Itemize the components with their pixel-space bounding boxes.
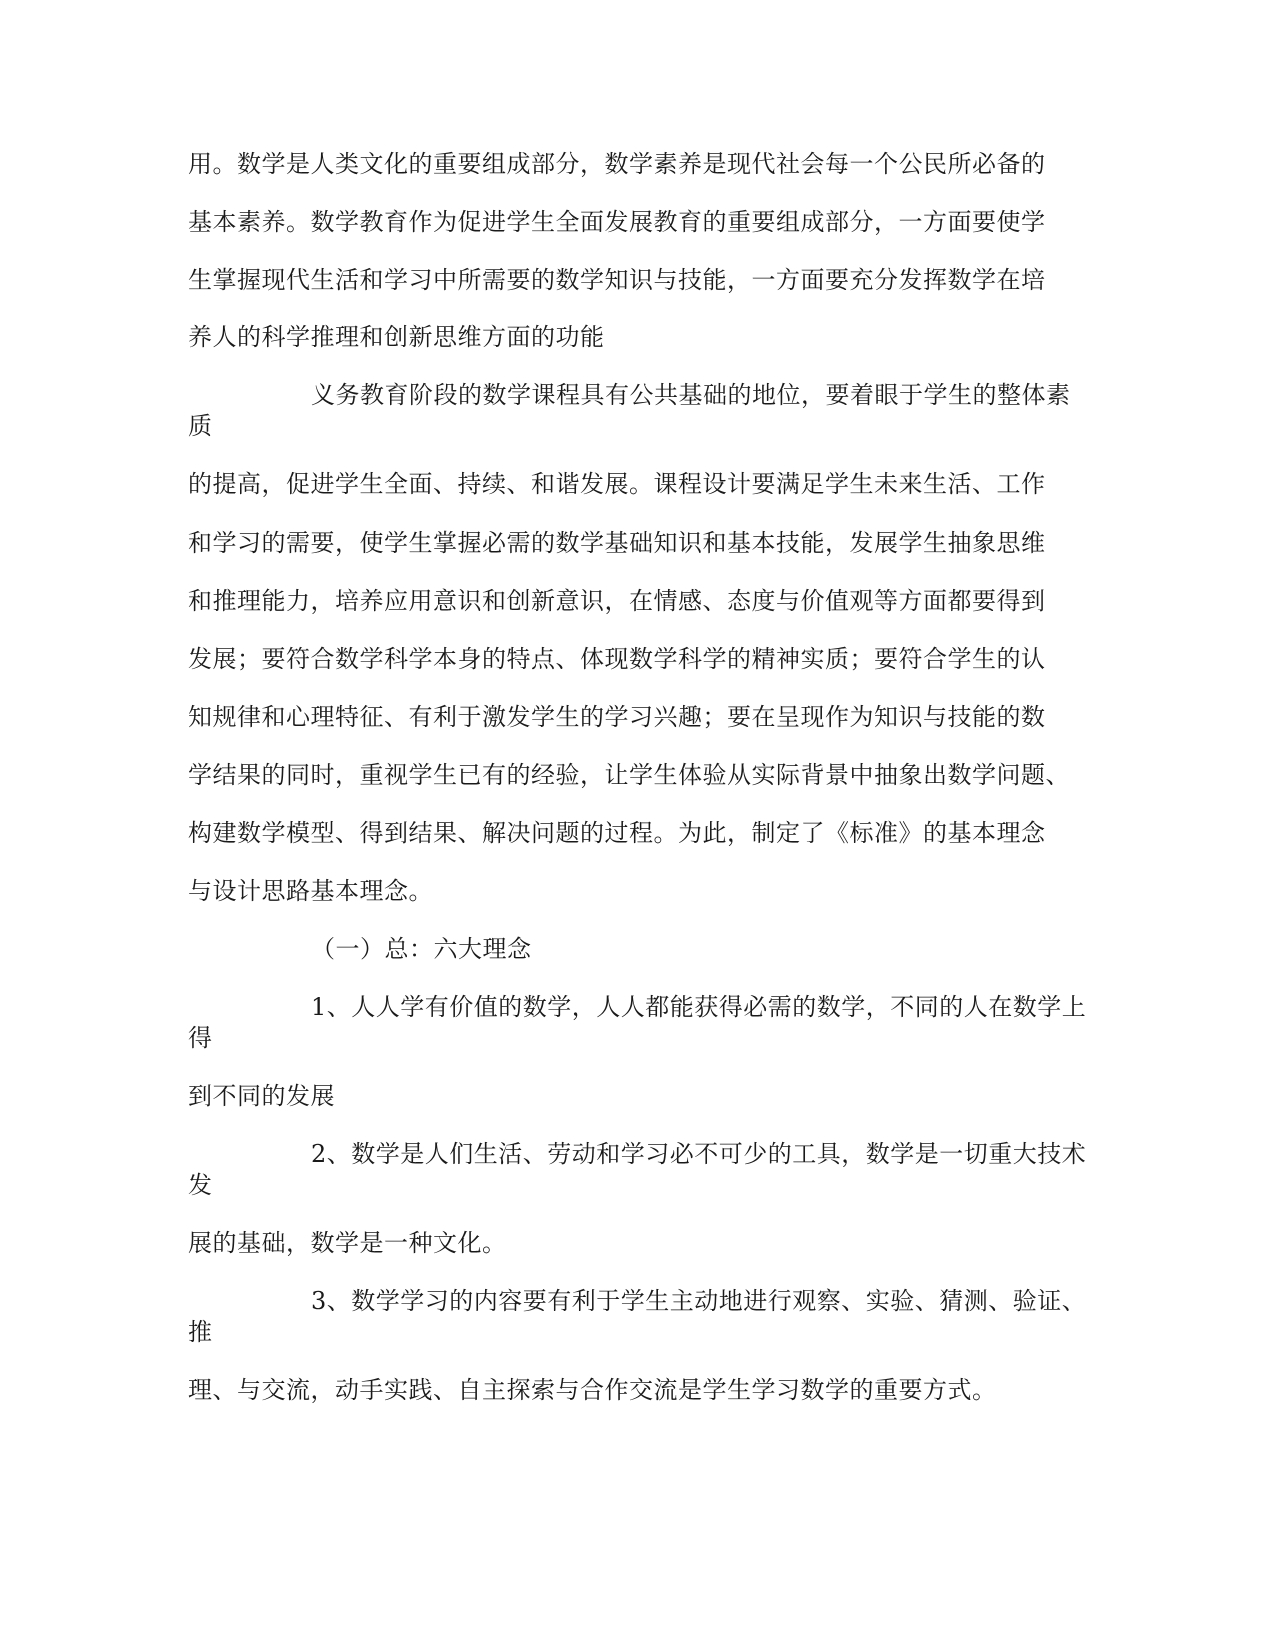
text-line: 知规律和心理特征、有利于激发学生的学习兴趣；要在呈现作为知识与技能的数: [188, 703, 1046, 731]
text-line: 和学习的需要，使学生掌握必需的数学基础知识和基本技能，发展学生抽象思维: [188, 529, 1046, 557]
section-heading: （一）总：六大理念: [311, 935, 532, 963]
list-item-1: 1、人人学有价值的数学，人人都能获得必需的数学，不同的人在数学上: [311, 993, 1087, 1021]
list-item-2: 2、数学是人们生活、劳动和学习必不可少的工具，数学是一切重大技术: [311, 1140, 1087, 1168]
text-line: 质: [188, 412, 213, 440]
text-line: 用。数学是人类文化的重要组成部分，数学素养是现代社会每一个公民所必备的: [188, 150, 1046, 178]
list-item-3: 3、数学学习的内容要有利于学生主动地进行观察、实验、猜测、验证、: [311, 1287, 1087, 1315]
text-line: 养人的科学推理和创新思维方面的功能: [188, 323, 605, 351]
text-line: 发: [188, 1171, 213, 1199]
text-line: 基本素养。数学教育作为促进学生全面发展教育的重要组成部分，一方面要使学: [188, 208, 1046, 236]
text-line: 展的基础，数学是一种文化。: [188, 1229, 507, 1257]
text-line: 到不同的发展: [188, 1082, 335, 1110]
text-line: 推: [188, 1318, 213, 1346]
text-line: 得: [188, 1024, 213, 1052]
text-line: 发展；要符合数学科学本身的特点、体现数学科学的精神实质；要符合学生的认: [188, 645, 1046, 673]
text-line: 与设计思路基本理念。: [188, 877, 433, 905]
text-line: 构建数学模型、得到结果、解决问题的过程。为此，制定了《标准》的基本理念: [188, 819, 1046, 847]
text-line: 理、与交流，动手实践、自主探索与合作交流是学生学习数学的重要方式。: [188, 1376, 997, 1404]
text-line: 和推理能力，培养应用意识和创新意识，在情感、态度与价值观等方面都要得到: [188, 587, 1046, 615]
text-line: 的提高，促进学生全面、持续、和谐发展。课程设计要满足学生未来生活、工作: [188, 470, 1046, 498]
paragraph-first-line: 义务教育阶段的数学课程具有公共基础的地位，要着眼于学生的整体素: [311, 381, 1071, 409]
text-line: 生掌握现代生活和学习中所需要的数学知识与技能，一方面要充分发挥数学在培: [188, 266, 1046, 294]
text-line: 学结果的同时，重视学生已有的经验，让学生体验从实际背景中抽象出数学问题、: [188, 761, 1070, 789]
